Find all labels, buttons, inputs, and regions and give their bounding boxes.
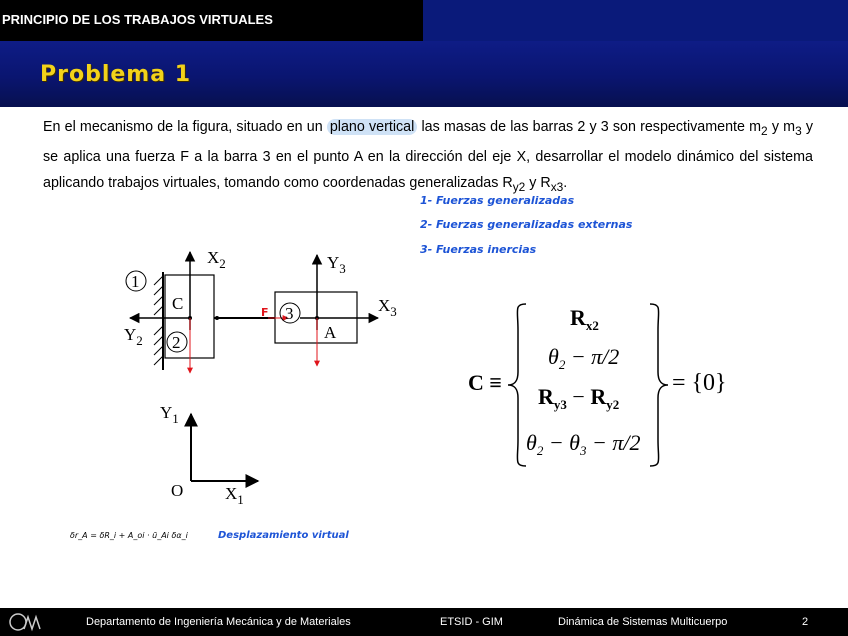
subscript: 2: [761, 123, 768, 138]
subscript: x3: [550, 179, 564, 194]
highlighted-text: plano vertical: [327, 119, 417, 135]
logo-icon: [8, 611, 48, 633]
handwritten-note: 1- Fuerzas generalizadas: [420, 194, 575, 207]
statement-text: y R: [525, 174, 551, 191]
page-number: 2: [802, 616, 809, 628]
label-a: A: [324, 323, 337, 342]
label-o: O: [171, 481, 184, 500]
subscript: y2: [512, 179, 526, 194]
handwritten-note: 2- Fuerzas generalizadas externas: [420, 218, 633, 231]
equation-row-4: $\theta_2 - \theta_3 - \pi/2$: [526, 430, 641, 458]
label-x1: $X_1$: [225, 484, 244, 507]
footer-school: ETSID - GIM: [440, 616, 503, 628]
label-x2: $X_2$: [207, 248, 226, 271]
label-y3: $Y_3$: [327, 253, 346, 276]
constraint-equation: [468, 300, 758, 470]
label-y1: $Y_1$: [160, 403, 179, 426]
equation-lhs: C ≡: [468, 370, 502, 395]
equation-row-1: $R_{x2}$: [570, 305, 599, 333]
label-f: F: [261, 306, 269, 319]
problem-title: Problema 1: [40, 62, 192, 87]
label-3: 3: [285, 304, 294, 323]
equation-row-2: $\theta_2 - \pi/2$: [548, 344, 620, 372]
statement-text: y m: [767, 119, 796, 135]
label-1: 1: [131, 272, 140, 291]
footer-department: Departamento de Ingeniería Mecánica y de Materiales: [86, 616, 351, 628]
footer-course: Dinámica de Sistemas Multicuerpo: [558, 616, 728, 628]
right-brace: [650, 304, 668, 466]
label-x3: $X_3$: [378, 296, 397, 319]
label-c: C: [172, 294, 184, 313]
virtual-displacement-formula: δr_A = δR_i + A_oi · ū_Ai δα_i: [70, 531, 188, 540]
label-y2: $Y_2$: [124, 325, 143, 348]
statement-text: las masas de las barras 2 y 3 son respectivamente m: [421, 119, 762, 135]
section-title: PRINCIPIO DE LOS TRABAJOS VIRTUALES: [2, 12, 273, 27]
subscript: 3: [795, 123, 802, 138]
label-2: 2: [172, 333, 181, 352]
handwritten-note: 3- Fuerzas inercias: [420, 243, 537, 256]
ground-wall: [154, 272, 163, 370]
footer-bar: [0, 608, 848, 636]
equation-rhs: = {0}: [672, 370, 727, 396]
statement-text: y se aplica una fuerza F a la barra 3 en el punto A en la dirección del eje X, desarrollar el modelo dinámico del sistema aplicando trabajos virtuales, tomando como coordenadas generalizadas R: [43, 119, 813, 191]
statement-text: En el mecanismo de la figura, situado en un: [43, 119, 323, 135]
virtual-displacement-label: Desplazamiento virtual: [218, 530, 349, 541]
left-brace: [508, 304, 526, 466]
statement-text: .: [563, 174, 568, 191]
equation-row-3: $R_{y3} - R_{y2}$: [538, 384, 620, 412]
